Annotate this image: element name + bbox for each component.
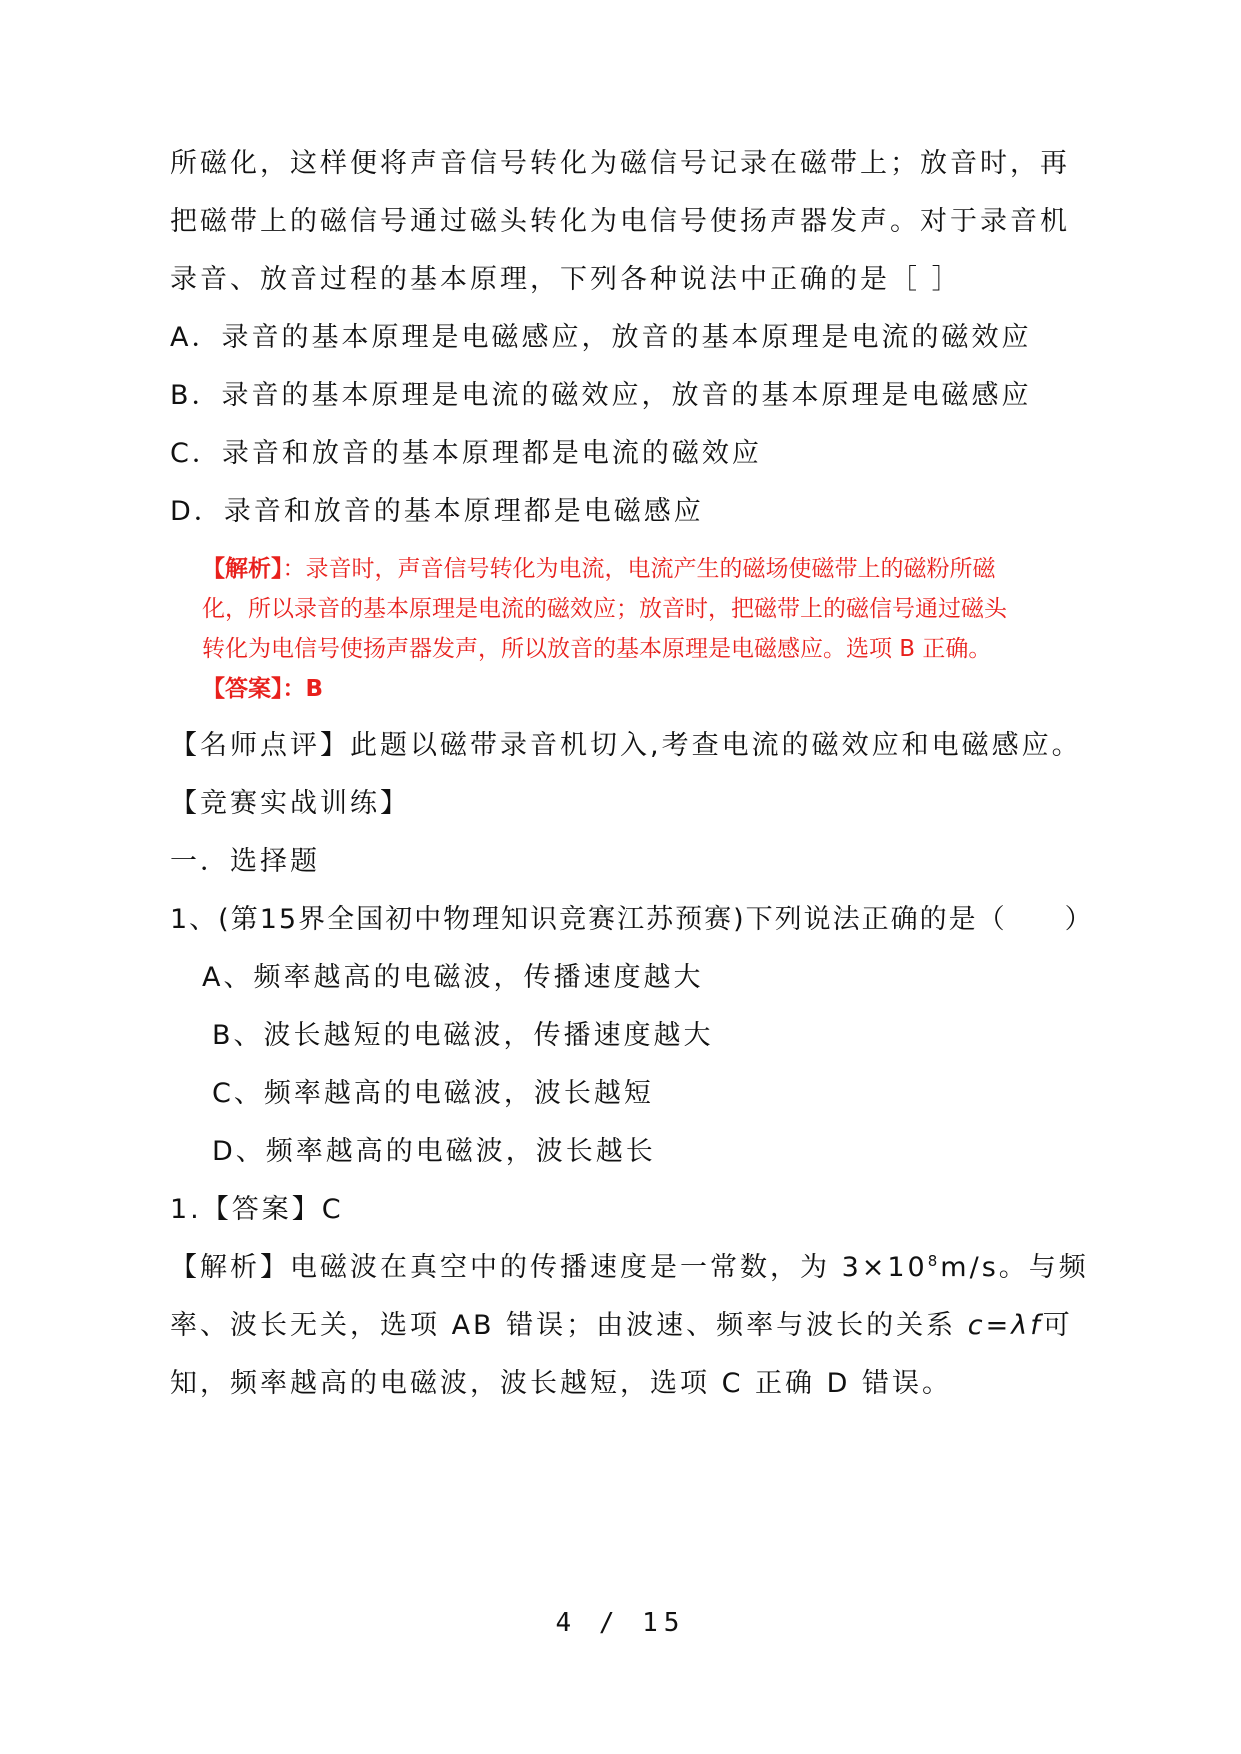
answer-label: 【答案】 xyxy=(202,676,283,702)
analysis-red-line-2: 化，所以录音的基本原理是电流的磁效应；放音时，把磁带上的磁信号通过磁头 xyxy=(202,596,1007,622)
option-a: A．录音的基本原理是电磁感应，放音的基本原理是电流的磁效应 xyxy=(170,322,1032,353)
q1-analysis-line-1 xyxy=(170,1250,1089,1286)
q1-analysis-text: 【解析】电磁波在真空中的传播速度是一常数，为 3×10 xyxy=(170,1252,928,1283)
page-number: 4 / 15 xyxy=(555,1608,686,1638)
q1-analysis-text-2-cont: 可 xyxy=(1042,1310,1073,1341)
q1-analysis-text-2: 率、波长无关，选项 AB 错误；由波速、频率与波长的关系 xyxy=(170,1310,968,1341)
q1-option-c: C、频率越高的电磁波，波长越短 xyxy=(212,1078,654,1109)
option-d: D．录音和放音的基本原理都是电磁感应 xyxy=(170,496,704,527)
option-c: C．录音和放音的基本原理都是电流的磁效应 xyxy=(170,438,762,469)
question-stem-line-2: 把磁带上的磁信号通过磁头转化为电信号使扬声器发声。对于录音机 xyxy=(170,206,1070,237)
analysis-red-line-3: 转化为电信号使扬声器发声，所以放音的基本原理是电磁感应。选项 B 正确。 xyxy=(202,636,992,662)
option-b: B．录音的基本原理是电流的磁效应，放音的基本原理是电磁感应 xyxy=(170,380,1032,411)
analysis-label: 【解析】 xyxy=(202,556,283,582)
analysis-text: ：录音时，声音信号转化为电流，电流产生的磁场使磁带上的磁粉所磁 xyxy=(282,556,996,582)
q1-option-a: A、频率越高的电磁波，传播速度越大 xyxy=(202,962,704,993)
q1-answer: 1.【答案】C xyxy=(170,1194,344,1225)
question-stem-line-1: 所磁化，这样便将声音信号转化为磁信号记录在磁带上；放音时，再 xyxy=(170,148,1070,179)
training-heading: 【竞赛实战训练】 xyxy=(170,788,410,819)
q1-analysis-line-3: 知，频率越高的电磁波，波长越短，选项 C 正确 D 错误。 xyxy=(170,1368,952,1399)
question-stem-line-3: 录音、放音过程的基本原理，下列各种说法中正确的是［ ］ xyxy=(170,264,962,295)
q1-stem: 1、(第15界全国初中物理知识竞赛江苏预赛)下列说法正确的是（ ） xyxy=(170,904,1094,935)
answer-red-line xyxy=(202,673,323,705)
q1-analysis-line-2 xyxy=(170,1308,1073,1344)
formula: c=λf xyxy=(967,1310,1043,1341)
analysis-red-line-1 xyxy=(202,553,996,585)
exponent: 8 xyxy=(927,1252,941,1270)
q1-option-b: B、波长越短的电磁波，传播速度越大 xyxy=(212,1020,714,1051)
teacher-comment: 【名师点评】此题以磁带录音机切入,考查电流的磁效应和电磁感应。 xyxy=(170,730,1082,761)
section-heading: 一．选择题 xyxy=(170,846,320,877)
q1-analysis-text-cont: m/s。与频 xyxy=(940,1252,1089,1283)
answer-value: ：B xyxy=(282,676,324,702)
q1-option-d: D、频率越高的电磁波，波长越长 xyxy=(212,1136,656,1167)
